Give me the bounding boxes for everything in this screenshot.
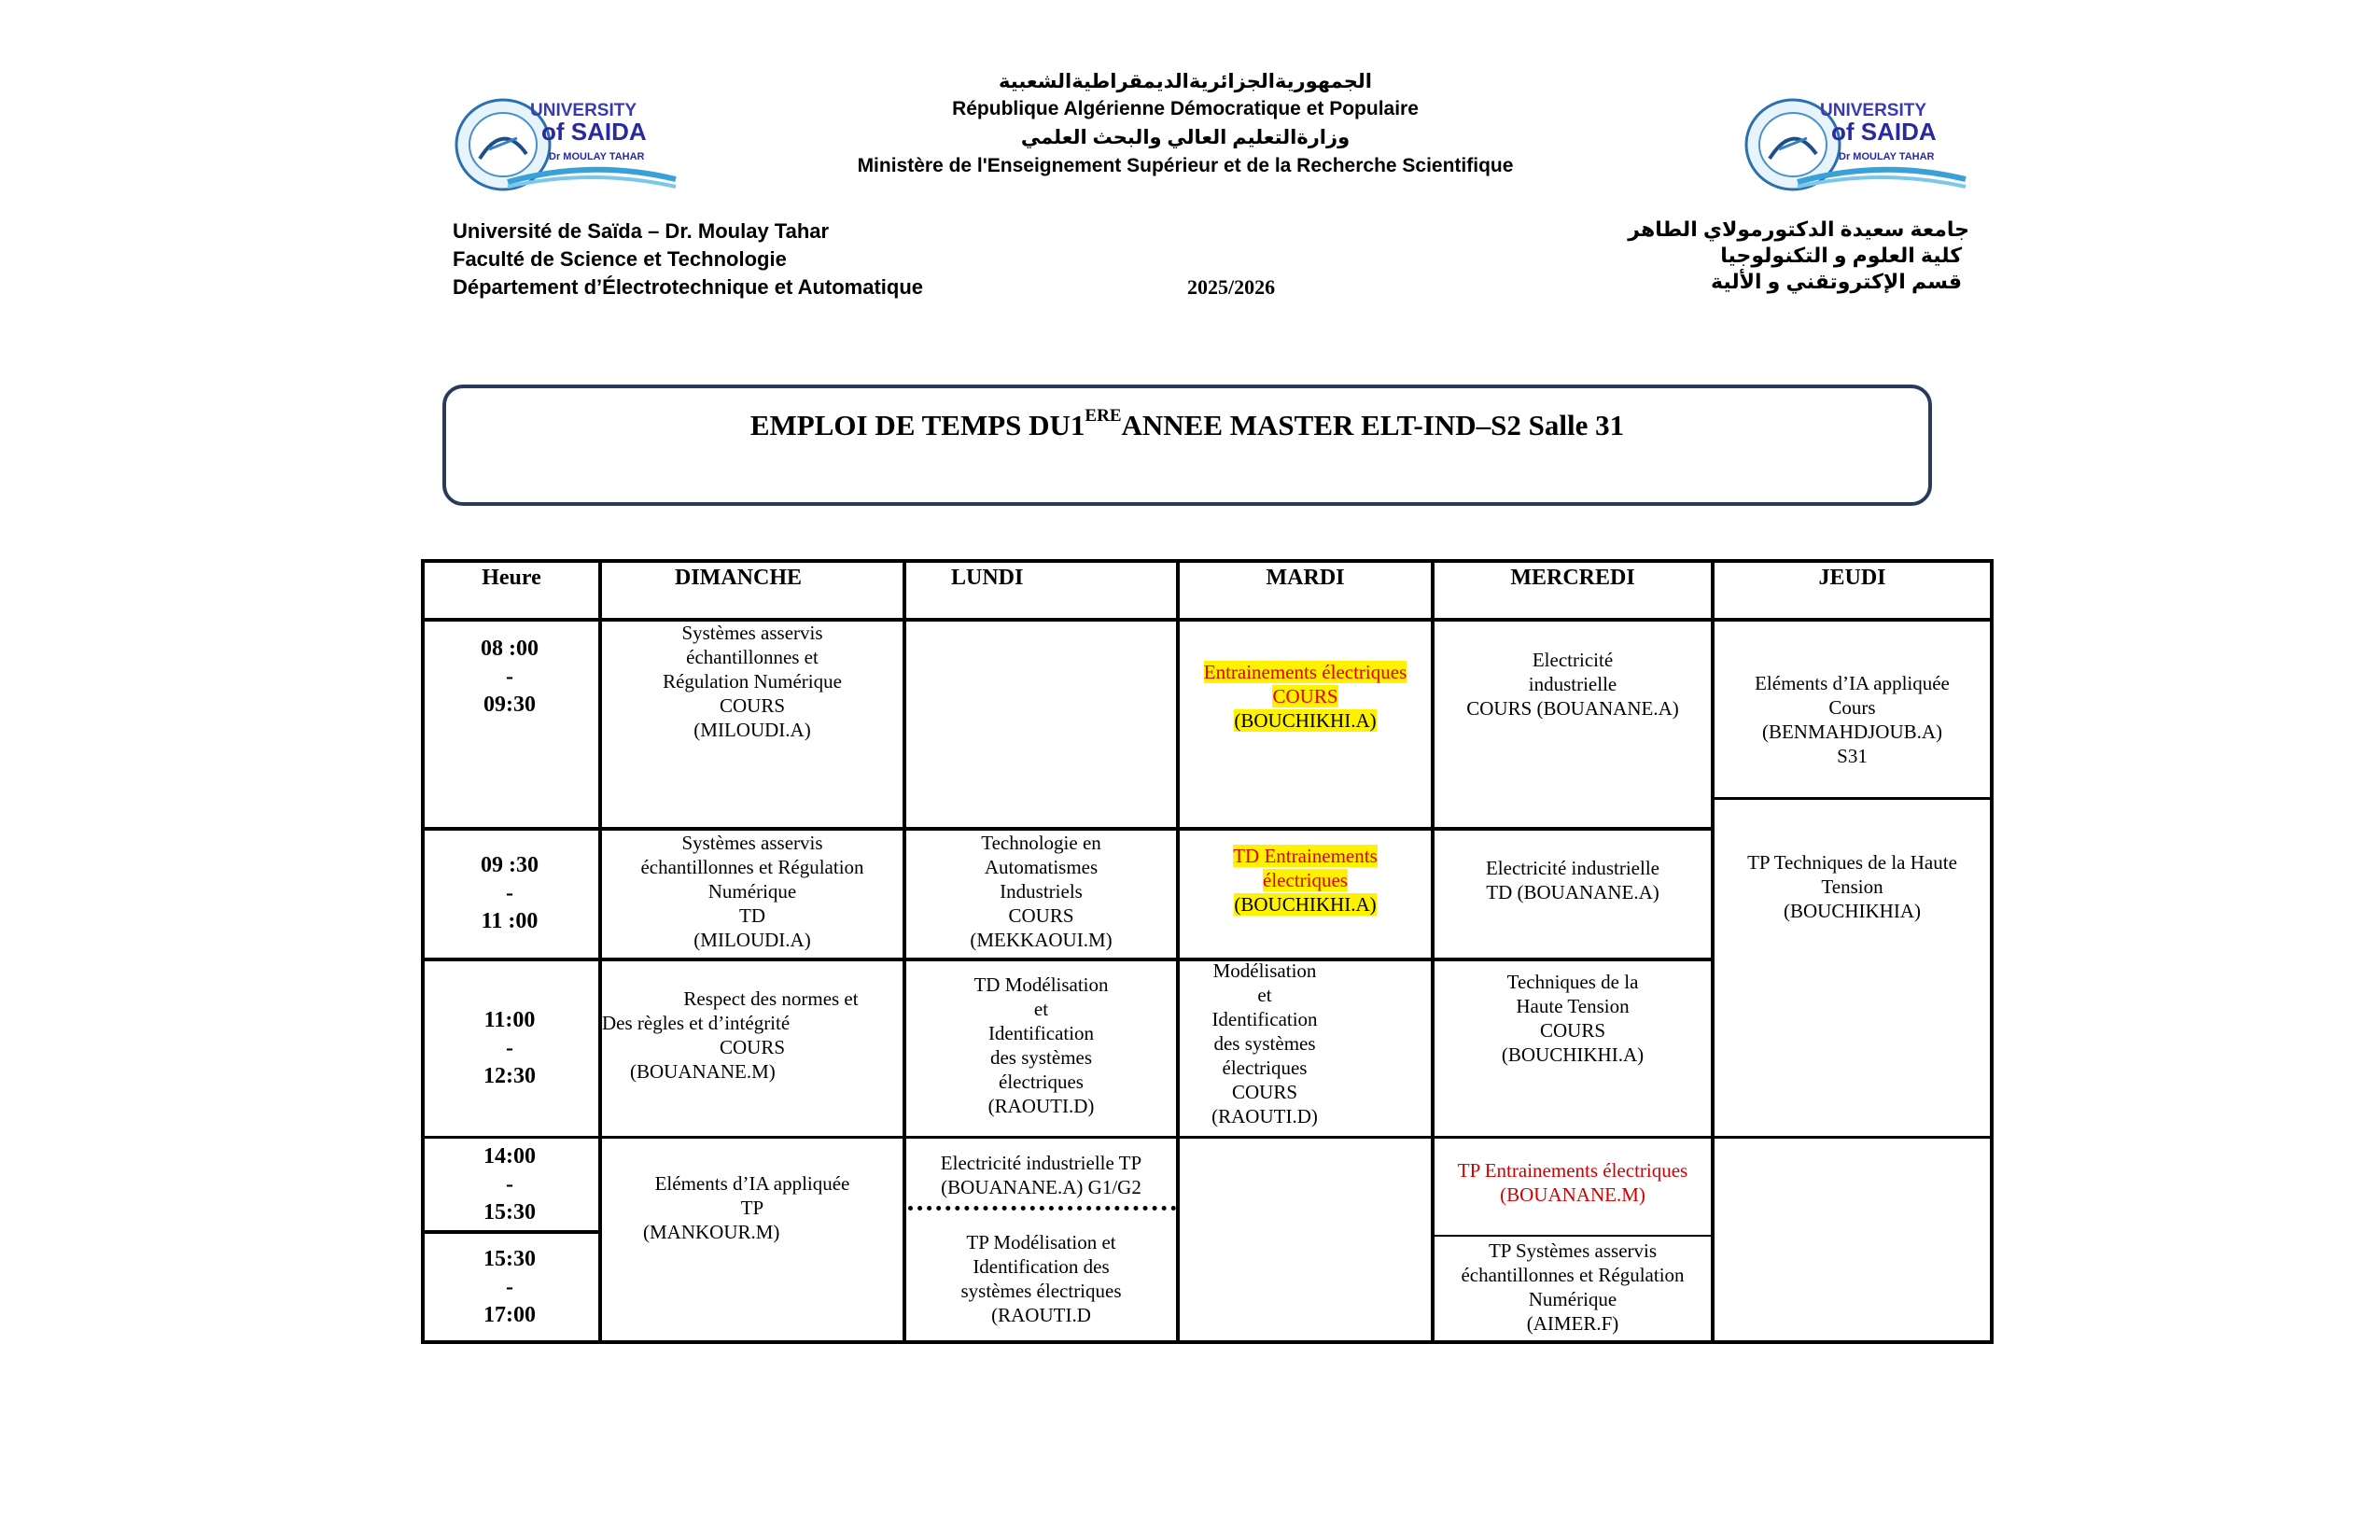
lundi-slot-2: Technologie en Automatismes Industriels COURS (MEKKAOUI.M)	[970, 832, 1113, 951]
dimanche-slot-1: Systèmes asservis échantillonnes et Régulation Numérique COURS (MILOUDI.A)	[663, 622, 842, 741]
dimanche-slot-2: Systèmes asservis échantillonnes et Régulation Numérique TD (MILOUDI.A)	[640, 832, 864, 951]
university-logo-left	[452, 93, 685, 196]
timetable	[421, 559, 1994, 1344]
lundi-slot-3: TD Modélisation et Identification des systèmes électriques (RAOUTI.D)	[973, 973, 1109, 1117]
arabic-faculty-name: كلية العلوم و التكنولوجيا	[1720, 244, 1962, 267]
faculty-name: Faculté de Science et Technologie	[453, 247, 787, 271]
header-dimanche: DIMANCHE	[675, 566, 802, 590]
header-republic: République Algérienne Démocratique et Populaire	[952, 98, 1419, 119]
header-lundi: LUNDI	[951, 566, 1024, 590]
time-slot-1: 08 :00 - 09:30	[481, 637, 539, 717]
dimanche-slot-3: Respect des normes et Des règles et d’intégrité COURS (BOUANANE.M)	[602, 987, 859, 1083]
header-mercredi: MERCREDI	[1510, 566, 1635, 590]
mardi-slot-3: Modélisation et Identification des systèmes électriques COURS (RAOUTI.D)	[1211, 959, 1318, 1127]
department-name: Département d’Électrotechnique et Automatique	[453, 275, 924, 299]
mardi-slot-1: Entrainements électriques COURS (BOUCHIKHI.A)	[1203, 661, 1407, 732]
mercredi-slot-2: Electricité industrielle TD (BOUANANE.A)	[1485, 857, 1659, 903]
title-box	[442, 385, 1932, 506]
university-name: Université de Saïda – Dr. Moulay Tahar	[453, 219, 830, 243]
header-heure: Heure	[482, 566, 541, 590]
time-slot-4: 14:00 - 15:30	[483, 1144, 536, 1225]
jeudi-slot-2: TP Techniques de la Haute Tension (BOUCHIKHIA)	[1747, 851, 1957, 922]
title-superscript: ERE	[1085, 405, 1122, 426]
logo-text-moulay: Dr MOULAY TAHAR	[1839, 151, 1935, 162]
mercredi-slot-5: TP Systèmes asservis échantillonnes et Régulation Numérique (AIMER.F)	[1461, 1239, 1685, 1335]
arabic-university-name: جامعة سعيدة الدكتورمولاي الطاهر	[1628, 217, 1969, 241]
header-mardi: MARDI	[1266, 566, 1345, 590]
mardi-slot-2: TD Entrainements électriques (BOUCHIKHI.A)	[1233, 845, 1378, 916]
university-logo-right	[1742, 93, 1975, 196]
page-title	[446, 405, 1928, 442]
logo-text-university: UNIVERSITY	[530, 101, 637, 120]
logo-text-university: UNIVERSITY	[1820, 101, 1927, 120]
lundi-slot-5: TP Modélisation et Identification des systèmes électriques (RAOUTI.D	[960, 1231, 1122, 1326]
header-arabic-republic: الجمهوريةالجزائريةالديمقراطيةالشعبية	[999, 71, 1372, 92]
header-ministry: Ministère de l'Enseignement Supérieur et de la Recherche Scientifique	[857, 155, 1514, 176]
header-arabic-ministry: وزارةالتعليم العالي والبحث العلمي	[1020, 127, 1351, 148]
time-slot-5: 15:30 - 17:00	[483, 1247, 536, 1327]
header-jeudi: JEUDI	[1818, 566, 1886, 590]
time-slot-3: 11:00 - 12:30	[483, 1008, 536, 1088]
mercredi-slot-1: Electricité industrielle COURS (BOUANANE.A)	[1466, 649, 1679, 720]
time-slot-2: 09 :30 - 11 :00	[481, 853, 539, 933]
logo-text-moulay: Dr MOULAY TAHAR	[549, 151, 645, 162]
logo-text-saida: of SAIDA	[541, 118, 647, 146]
academic-year: 2025/2026	[1187, 275, 1276, 299]
title-suffix: ANNEE MASTER ELT-IND–S2 Salle 31	[1121, 409, 1625, 441]
logo-text-saida: of SAIDA	[1831, 118, 1937, 146]
mercredi-slot-4: TP Entrainements électriques (BOUANANE.M)	[1457, 1159, 1688, 1206]
arabic-department-name: قسم الإكتروتقني و الألية	[1711, 270, 1962, 293]
dimanche-slot-4: Eléments d’IA appliquée TP (MANKOUR.M)	[643, 1172, 850, 1243]
lundi-slot-4: Electricité industrielle TP (BOUANANE.A) G1/G2	[940, 1152, 1142, 1198]
title-prefix: EMPLOI DE TEMPS DU1	[749, 409, 1085, 441]
jeudi-slot-1: Eléments d’IA appliquée Cours (BENMAHDJOUB.A) S31	[1755, 672, 1950, 767]
mercredi-slot-3: Techniques de la Haute Tension COURS (BOUCHIKHI.A)	[1501, 971, 1645, 1066]
